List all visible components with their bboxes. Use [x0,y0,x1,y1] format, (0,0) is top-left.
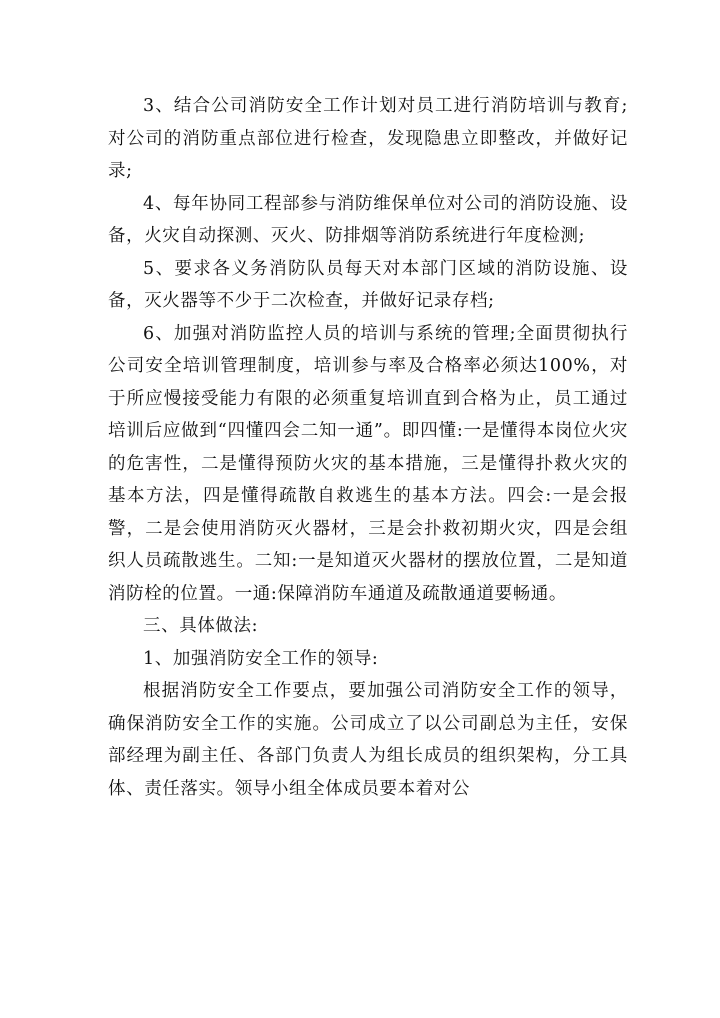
paragraph-item-4-inspection: 4、每年协同工程部参与消防维保单位对公司的消防设施、设备，火灾自动探测、灭火、防排烟等消防系统进行年度检测; [108,193,628,246]
subsection-heading-leadership: 1、加强消防安全工作的领导: [143,648,379,669]
paragraph-item-3-training: 3、结合公司消防安全工作计划对员工进行消防培训与教育;对公司的消防重点部位进行检查，发现隐患立即整改，并做好记录; [108,96,628,181]
paragraph-leadership-body: 根据消防安全工作要点，要加强公司消防安全工作的领导，确保消防安全工作的实施。公司成立了以公司副总为主任，安保部经理为副主任、各部门负责人为组长成员的组织架构，分工具体、责任落实。领导小组全体成员要本着对公 [108,681,628,799]
paragraph-item-6-monitoring: 6、加强对消防监控人员的培训与系统的管理;全面贯彻执行公司安全培训管理制度，培训参与率及合格率必须达100%，对于所应慢接受能力有限的必须重复培训直到合格为止，员工通过培训后应做到“四懂四会二知一通”。即四懂:一是懂得本岗位火灾的危害性，二是懂得预防火灾的基本措施，三是懂得扑救火灾的基本方法，四是懂得疏散自救逃生的基本方法。四会:一是会报警，二是会使用消防灭火器材，三是会扑救初期火灾，四是会组织人员疏散逃生。二知:一是知道灭火器材的摆放位置，二是知道消防栓的位置。一通:保障消防车通道及疏散通道要畅通。 [108,323,628,604]
paragraph-item-5-volunteers: 5、要求各义务消防队员每天对本部门区域的消防设施、设备，灭火器等不少于二次检查，并做好记录存档; [108,258,628,311]
section-heading-methods: 三、具体做法: [143,616,259,636]
document-body [108,90,628,805]
